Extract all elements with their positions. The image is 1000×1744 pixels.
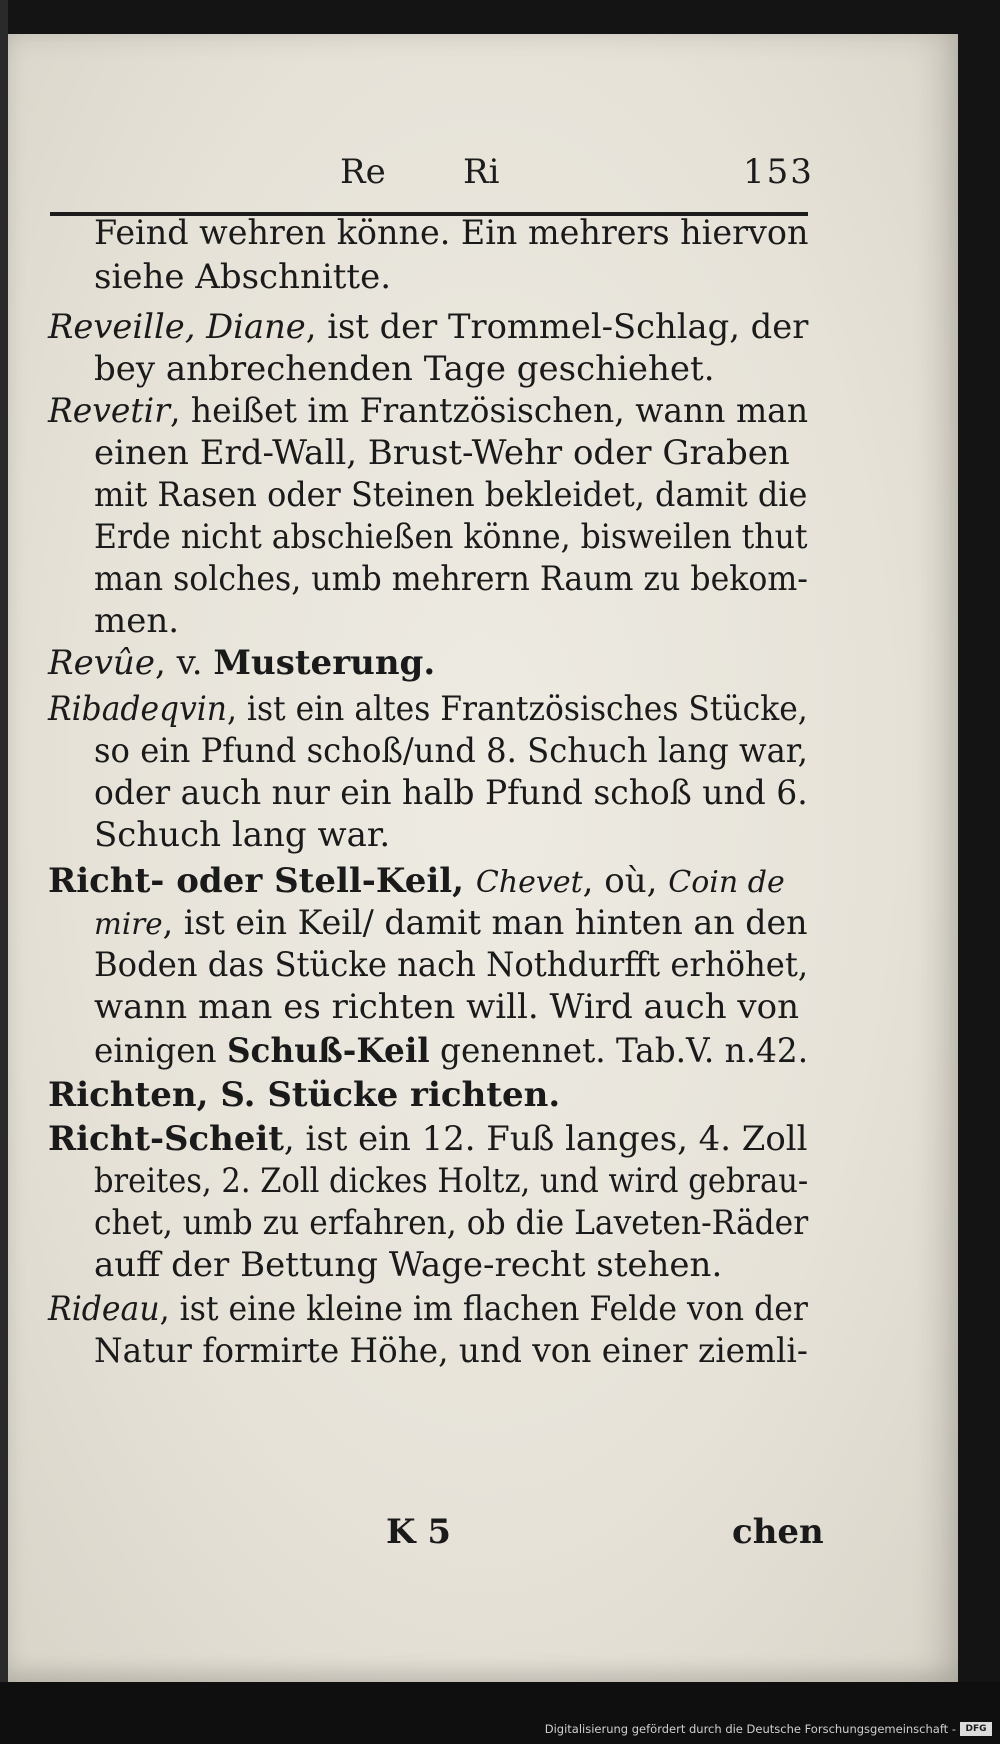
text-run: Natur formirte Höhe, und von einer ziemli- [94,1331,808,1371]
text-run: Chevet [475,865,583,900]
text-line [94,256,391,298]
text-line [48,1118,807,1160]
entry-headword: Revetir [48,391,170,431]
text-run: mire [94,907,163,942]
running-head-left: Re [340,152,386,192]
scan-frame-left [0,0,8,1744]
text-run: , ist ein altes Frantzösisches Stücke, [226,689,808,729]
text-run: , ist ein Keil/ damit man hinten an den [162,903,808,943]
text-line [94,730,808,772]
text-line [48,1288,808,1330]
text-run: , ist eine kleine im flachen Felde von der [159,1289,808,1329]
text-line [94,1330,808,1372]
page-number: 153 [743,152,814,192]
text-run: men. [94,601,180,641]
entry-headword: Ribadeqvin [48,689,227,729]
signature-mark: K 5 [386,1512,452,1552]
text-line [94,1202,808,1244]
text-run: einigen [94,1031,227,1071]
text-line [94,1160,808,1202]
text-run: Musterung. [213,643,436,683]
text-line [94,600,179,642]
text-line [94,986,799,1028]
text-line [94,944,808,986]
text-run: Richten, S. Stücke richten. [48,1075,561,1115]
text-run: siehe Abschnitte. [94,257,392,297]
text-run: oder auch nur ein halb Pfund schoß und 6. [94,773,808,813]
text-line [94,772,808,814]
text-run: Coin de [668,865,785,900]
text-run: Boden das Stücke nach Nothdurfft erhöhet, [94,945,809,985]
text-run: einen Erd-Wall, Brust-Wehr oder Graben [94,433,790,473]
entry-headword: Revûe [48,643,155,683]
text-run: breites, 2. Zoll dickes Holtz, und wird gebrau- [94,1161,809,1201]
text-line [94,474,807,516]
text-run: chet, umb zu erfahren, ob die Laveten-Räder [94,1203,809,1243]
text-line [48,642,435,684]
text-run: Schuch lang war. [94,815,391,855]
text-line [94,814,390,856]
text-run: Schuß-Keil [226,1031,430,1071]
text-line [94,902,808,946]
running-head-middle: Ri [463,152,500,192]
text-run: , ist ein 12. Fuß langes, 4. Zoll [283,1119,808,1159]
page-footer-line [8,1512,958,1556]
text-line [48,1074,560,1116]
text-run: wann man es richten will. Wird auch von [94,987,800,1027]
text-line [94,432,790,474]
text-run: , où, [582,861,669,901]
entry-headword: Reveille, Diane [48,307,306,347]
text-line [94,212,808,254]
entry-headword: Rideau [48,1289,160,1329]
text-run: man solches, umb mehrern Raum zu bekom- [94,559,808,599]
text-run: Richt- oder Stell-Keil, [48,861,476,901]
catchword: chen [732,1512,824,1552]
text-run: Erde nicht abschießen könne, bisweilen thut [94,517,808,557]
text-run: , heißet im Frantzösischen, wann man [169,391,809,431]
dfg-logo: DFG [960,1722,992,1736]
text-line [94,1030,808,1072]
text-line [94,516,807,558]
text-run: genennet. Tab.V. n.42. [429,1031,809,1071]
text-line [94,348,715,390]
text-line [48,306,808,348]
text-line [48,688,808,730]
text-run: , ist der Trommel-Schlag, der [305,307,809,347]
text-run: , v. [154,643,214,683]
text-line [94,558,808,600]
text-line [48,860,785,904]
text-line [94,1244,722,1286]
text-line [48,390,808,432]
text-run: Feind wehren könne. Ein mehrers hiervon [94,213,809,253]
text-run: mit Rasen oder Steinen bekleidet, damit die [94,475,808,515]
text-run: bey anbrechenden Tage geschiehet. [94,349,715,389]
text-run: so ein Pfund schoß/und 8. Schuch lang war, [94,731,808,771]
text-run: auff der Bettung Wage-recht stehen. [94,1245,723,1285]
digitization-credit: Digitalisierung gefördert durch die Deutsche Forschungsgemeinschaft - [544,1722,956,1736]
book-page [8,34,958,1682]
text-run: Richt-Scheit [48,1119,284,1159]
